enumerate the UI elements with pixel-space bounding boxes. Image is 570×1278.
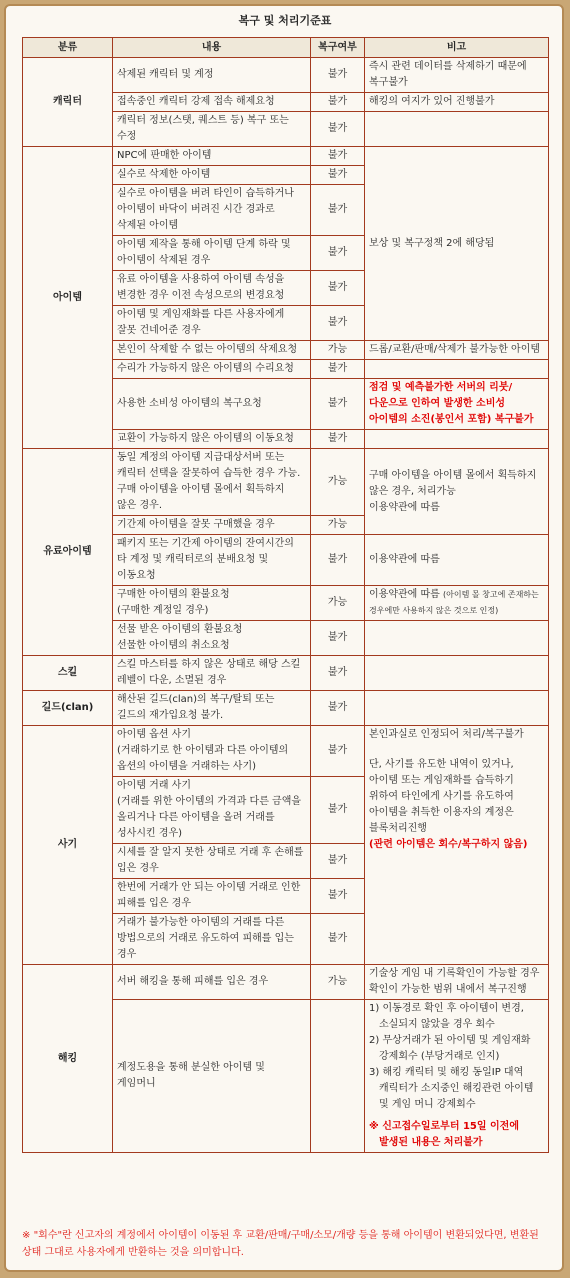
row-recovery: 불가	[311, 879, 365, 914]
footnote-mark: ※	[22, 1230, 31, 1241]
table-row	[23, 656, 549, 691]
row-recovery: 불가	[311, 535, 365, 586]
row-note	[365, 691, 549, 726]
row-content	[113, 777, 311, 844]
row-recovery: 불가	[311, 430, 365, 449]
row-content: 교환이 가능하지 않은 아이템의 이동요청	[113, 430, 311, 449]
row-recovery: 불가	[311, 691, 365, 726]
row-recovery: 가능	[311, 449, 365, 516]
footnote	[22, 1227, 548, 1261]
row-content-line: 아이템 옵션 사기	[117, 729, 191, 740]
row-recovery: 불가	[311, 93, 365, 112]
row-recovery: 가능	[311, 586, 365, 621]
row-note: 보상 및 복구정책 2에 해당됨	[365, 147, 549, 341]
row-note: 기술상 게임 내 기록확인이 가능할 경우 확인이 가능한 범위 내에서 복구진행	[365, 965, 549, 1000]
row-content: 접속중인 캐릭터 강제 접속 해제요청	[113, 93, 311, 112]
row-content: 해산된 길드(clan)의 복구/탈퇴 또는 길드의 재가입요청 불가.	[113, 691, 311, 726]
row-note	[365, 656, 549, 691]
row-note: 이용약관에 따름	[365, 535, 549, 586]
category-skill: 스킬	[23, 656, 113, 691]
row-content: 아이템 제작을 통해 아이템 단계 하락 및 아이템이 삭제된 경우	[113, 236, 311, 271]
row-content-line: (거래하기로 한 아이템과 다른 아이템의 옵션의 아이템을 거래하는 사기)	[117, 745, 289, 772]
row-content: 삭제된 캐릭터 및 계정	[113, 58, 311, 93]
category-hacking: 해킹	[23, 965, 113, 1153]
row-recovery: 불가	[311, 306, 365, 341]
row-note-line: 이용약관에 따름	[369, 501, 440, 513]
category-guild: 길드(clan)	[23, 691, 113, 726]
recovery-policy-table	[22, 37, 549, 1153]
row-recovery: 불가	[311, 379, 365, 430]
row-recovery: 불가	[311, 58, 365, 93]
row-content: 사용한 소비성 아이템의 복구요청	[113, 379, 311, 430]
row-recovery: 가능	[311, 341, 365, 360]
row-note: 드롭/교환/판매/삭제가 불가능한 아이템	[365, 341, 549, 360]
row-content: 캐릭터 정보(스탯, 퀘스트 등) 복구 또는 수정	[113, 112, 311, 147]
header-content: 내용	[113, 38, 311, 58]
row-content: NPC에 판매한 아이템	[113, 147, 311, 166]
row-content-line: (거래를 위한 아이템의 가격과 다른 금액을 올리거나 다른 아이템을 올려 거래를 성사시킨 경우)	[117, 796, 302, 839]
row-recovery: 불가	[311, 844, 365, 879]
row-recovery: 불가	[311, 726, 365, 777]
row-recovery: 불가	[311, 914, 365, 965]
row-content-line: 선물한 아이템의 취소요청	[117, 640, 230, 651]
row-content: 기간제 아이템을 잘못 구매했을 경우	[113, 516, 311, 535]
category-character: 캐릭터	[23, 58, 113, 147]
row-content: 유료 아이템을 사용하여 아이템 속성을 변경한 경우 이전 속성으로의 변경요청	[113, 271, 311, 306]
row-note	[365, 621, 549, 656]
header-category: 분류	[23, 38, 113, 58]
row-note-list-item: 2) 무상거래가 된 아이템 및 게임재화 강제회수 (부당거래로 인지)	[369, 1035, 531, 1062]
row-content	[113, 726, 311, 777]
row-content	[113, 621, 311, 656]
table-row	[23, 965, 549, 1000]
header-recovery: 복구여부	[311, 38, 365, 58]
row-content: 서버 해킹을 통해 피해를 입은 경우	[113, 965, 311, 1000]
header-row	[23, 38, 549, 58]
row-recovery: 불가	[311, 147, 365, 166]
row-recovery: 불가	[311, 656, 365, 691]
row-content-line: 구매한 아이템의 환불요청	[117, 589, 230, 600]
category-item: 아이템	[23, 147, 113, 449]
page-title: 복구 및 처리기준표	[238, 14, 332, 27]
row-note	[365, 1000, 549, 1153]
row-content: 실수로 삭제한 아이템	[113, 166, 311, 185]
row-note	[365, 430, 549, 449]
category-fraud: 사기	[23, 726, 113, 965]
table-row	[23, 58, 549, 93]
row-recovery: 불가	[311, 271, 365, 306]
row-note-warning: (관련 아이템은 회수/복구하지 않음)	[369, 839, 528, 850]
row-note	[365, 449, 549, 535]
row-content: 본인이 삭제할 수 없는 아이템의 삭제요청	[113, 341, 311, 360]
footnote-text: "회수"란 신고자의 계정에서 아이템이 이동된 후 교환/판매/구매/소모/개량 등을 통해 아이템이 변환되었다면, 변환된 상태 그대로 사용자에게 반환하는 것을 의미합니다.	[22, 1230, 539, 1258]
row-content: 거래가 불가능한 아이템의 거래를 다른 방법으로의 거래로 유도하여 피해를 입는 경우	[113, 914, 311, 965]
row-content: 계정도용을 통해 분실한 아이템 및 게임머니	[113, 1000, 311, 1153]
row-note	[365, 112, 549, 147]
row-note-line: 본인과실로 인정되어 처리/복구불가	[369, 729, 524, 740]
row-note	[365, 360, 549, 379]
row-content: 패키지 또는 기간제 아이템의 잔여시간의 타 계정 및 캐릭터로의 분배요청 및 이동요청	[113, 535, 311, 586]
row-recovery: 가능	[311, 965, 365, 1000]
row-content: 스킬 마스터를 하지 않은 상태로 해당 스킬 레벨이 다운, 소멸된 경우	[113, 656, 311, 691]
header-note: 비고	[365, 38, 549, 58]
row-note-line: 단, 사기를 유도한 내역이 있거나, 아이템 또는 게임재화를 습득하기 위하여 타인에게 사기를 유도하여 아이템을 취득한 이용자의 계정은 블록처리진행	[369, 759, 514, 834]
table-row	[23, 449, 549, 516]
row-recovery: 불가	[311, 236, 365, 271]
category-paid-item: 유료아이템	[23, 449, 113, 656]
row-content: 동일 계정의 아이템 지급대상서버 또는 캐릭터 선택을 잘못하여 습득한 경우 가능. 구매 아이템을 아이템 몰에서 획득하지 않은 경우.	[113, 449, 311, 516]
table-row	[23, 726, 549, 777]
row-content: 수리가 가능하지 않은 아이템의 수리요청	[113, 360, 311, 379]
row-note: 즉시 관련 데이터를 삭제하기 때문에 복구불가	[365, 58, 549, 93]
row-note-line: 구매 아이템을 아이템 몰에서 획득하지 않은 경우, 처리가능	[369, 469, 537, 497]
row-note	[365, 726, 549, 965]
row-recovery: 불가	[311, 112, 365, 147]
row-recovery: 불가	[311, 166, 365, 185]
row-note-list-item: 3) 해킹 캐릭터 및 해킹 동일IP 대역 캐릭터가 소지중인 해킹관련 아이템 및 게임 머니 강제회수	[369, 1067, 534, 1110]
row-content-line: 아이템 거래 사기	[117, 780, 191, 791]
row-note-small: (아이템 몰 창고에 존재하는 경우에만 사용하지 않은 것으로 인정)	[369, 590, 539, 615]
row-content: 아이템 및 게임재화를 다른 사용자에게 잘못 건네어준 경우	[113, 306, 311, 341]
row-note-warning: 점검 및 예측불가한 서버의 리붓/다운으로 인하여 발생한 소비성 아이템의 소진(봉인서 포함) 복구불가	[365, 379, 549, 430]
row-note: 해킹의 여지가 있어 진행불가	[365, 93, 549, 112]
row-note-warning: ※ 신고접수일로부터 15일 이전에 발생된 내용은 처리불가	[369, 1121, 520, 1148]
row-note	[365, 586, 549, 621]
table-row	[23, 147, 549, 166]
row-content-line: 선물 받은 아이템의 환불요청	[117, 624, 243, 635]
row-content	[113, 586, 311, 621]
table-row	[23, 691, 549, 726]
row-content: 실수로 아이템을 버려 타인이 습득하거나 아이템이 바닥이 버려진 시간 경과로 삭제된 아이템	[113, 185, 311, 236]
row-content-line: (구매한 계정일 경우)	[117, 605, 209, 616]
row-recovery	[311, 1000, 365, 1153]
row-recovery: 가능	[311, 516, 365, 535]
row-note-list-item: 1) 이동경로 확인 후 아이템이 변경, 소실되지 않았을 경우 회수	[369, 1003, 524, 1030]
row-recovery: 불가	[311, 360, 365, 379]
row-content: 시세를 잘 알지 못한 상태로 거래 후 손해를 입은 경우	[113, 844, 311, 879]
row-content: 한번에 거래가 안 되는 아이템 거래로 인한 피해를 입은 경우	[113, 879, 311, 914]
row-recovery: 불가	[311, 621, 365, 656]
row-recovery: 불가	[311, 185, 365, 236]
row-recovery: 불가	[311, 777, 365, 844]
row-note-line: 이용약관에 따름	[369, 589, 440, 600]
